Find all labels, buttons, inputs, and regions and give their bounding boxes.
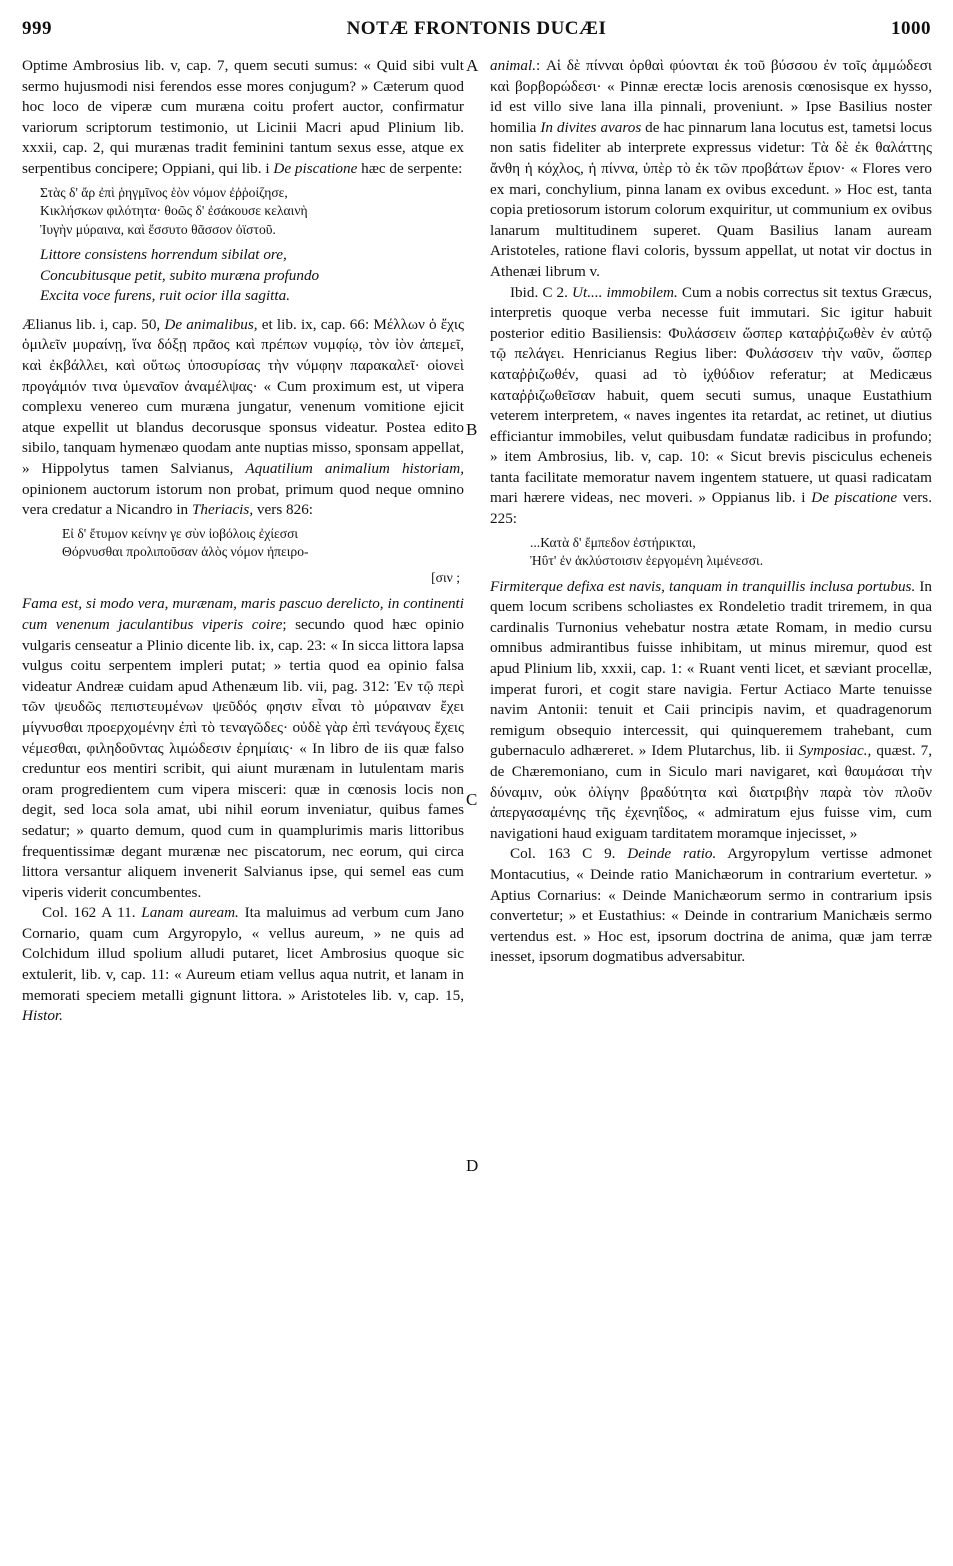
left-column — [22, 56, 464, 1027]
paragraph: animal.: Αἱ δὲ πίνναι ὀρθαὶ φύονται ἐκ τοῦ βύσσου ἐν τοῖς ἀμμώδεσι καὶ βορβορώδεσι· « Pinnæ erectæ locis arenosis cœnosisque ex hysso, id est villo sive lana illa pinnali, proveniunt. » Ipse Basilius noster homilia In divites avaros de hac pinnarum lana locutus est, tametsi locus non satis fideliter ab interprete expressus videtur: Τὰ δὲ ἐκ θαλάττης ἄνθη ἡ κόχλος, ἡ πίννα, ὑπὲρ τὸ ἐκ τῶν προβάτων ἔριον· « Flores vero ex mari, conchylium, pinna lanam ex ovibus excedunt. » Hoc est, tanta copia pretiosorum istorum colorum exquiritur, ut communium ex ovibus lanarum multitudinem superet. Quam Basilius lanam auream Aristoteles, ratione flavi coloris, byssum appellat, ut notat vir doctus in Athenæi librum v. — [490, 57, 932, 280]
page-number-right: 1000 — [891, 18, 931, 39]
margin-letter-d: D — [466, 1156, 479, 1175]
paragraph: Optime Ambrosius lib. v, cap. 7, quem secuti sumus: « Quid sibi vult sermo hujusmodi nisi ferendos esse mores conjugum? » Cæterum quod hoc loco de viperæ cum murænа coitu profert auctor, confirmatur variorum scriptorum testimonio, ut Licinii Macri apud Plinium lib. xxxii, cap. 2, qui murænas tradit feminini tantum sexus esse, atque ex serpentibus concipere; Oppiani, qui lib. i De piscatione hæc de serpente: — [22, 57, 464, 177]
greek-verse: Στὰς δ' ἄρ ἐπὶ ῥηγμῖνος ἑὸν νόμον ἐῤῥοίζησε, Κικλήσκων φιλότητα· θοῶς δ' ἐσάκουσε κελαινὴ Ἰυγὴν μύραινα, καὶ ἔσσυτο θᾶσσον ὀϊστοῦ. — [40, 184, 308, 237]
margin-letter-a: A — [466, 56, 479, 75]
page-number-left: 999 — [22, 18, 52, 39]
running-header — [22, 18, 931, 44]
paragraph: Ibid. C 2. Ut.... immobilem. Cum a nobis correctus sit textus Græcus, interpretis quoque verba necesse fuit immutari. Sic igitur habuit posterior editio Basiliensis: Φυλάσσειν ὥσπερ καταῤῥιζωθὲν ἐν αὐτῷ τῷ πελάγει. Henricianus Regius liber: Φυλάσσειν τὴν ναῦν, ὥσπερ καταῤῥιζωθέν, quasi ad τὸ ἰχθύδιον referatur; at Medicæus καταῤῥιζωθεῖσαν habuit, quem secuti sumus, unaque Eustathium veterem interpretem, « naves ingentes ita retardat, ac retinet, ut diutius efficiantur immobiles, velut quibusdam fundatæ radicibus in profundo; » item Ambrosius, lib. v, cap. 10: « Sicut brevis pisciculus echeneis tanta facilitate memoratur navem ingentem statuere, ut quasi radicatam mari hærere videas, nec moveri. » Oppianus lib. i De piscatione vers. 225: — [490, 283, 932, 528]
paragraph: Ælianus lib. i, cap. 50, De animalibus, et lib. ix, cap. 66: Μέλλων ὁ ἔχις ὁμιλεῖν μυραίνῃ, ἵνα δόξῃ πρᾶος καὶ πρέπων νυμφίῳ, τὸν ἰὸν ἀπεμεῖ, καὶ ἐκβάλλει, καὶ οὕτως ὑποσυρίσας τὴν νύμφην παρακαλεῖ· οἱονεὶ προγάμιόν τινα ὑμεναῖον ἀναμέλψας· « Cum proximum est, ut vipera complexu venereo cum murænа jungatur, venenum vomitione ejicit atque expellit ut blandus decorusque sponsus videatur. Postea edito sibilo, tanquam hymenæo quodam ante nuptias misso, sponsam appellat, » Hippolytus tamen Salvianus, Aquatilium animalium historiam, opinionem auctorum istorum non probat, primum quod neque omnino vera credatur a Nicandro in Theriacis, vers 826: — [22, 315, 465, 519]
latin-verse: Littore consistens horrendum sibilat ore, Concubitusque petit, subito murænа profundo Excita voce furens, ruit ocior illa sagitta. — [40, 246, 320, 305]
greek-verse: Εἰ δ' ἔτυμον κείνην γε σὺν ἰοβόλοις ἐχίεσσι Θόρνυσθαι προλιποῦσαν ἁλὸς νόμον ἠπειρο- — [62, 525, 309, 560]
verse-continuation: [σιν ; — [431, 569, 460, 585]
paragraph: Col. 163 C 9. Deinde ratio. Argyropylum vertisse admonet Montacutius, « Deinde ratio Manichæorum in contrarium evertetur. » Aptius Cornarius: « Deinde Manichæorum sermo in contrarium ipsis convertetur; » et Eustathius: « Deinde in contrarium Manichæis sermo vertendus est. » Hoc est, ipsorum doctrina de anima, quæ jam terræ inesset, ipsorum dogmatibus adversabitur. — [490, 845, 933, 966]
right-column — [490, 56, 932, 968]
paragraph: Col. 162 A 11. Lanam auream. Ita maluimus ad verbum cum Jano Cornario, quam cum Argyropylo, « vellus aureum, » ne quis ad Colchidum illud spolium alludi putaret, licet Ambrosius quoque sic extulerit, lib. v, cap. 11: « Aureum etiam vellus aqua nutrit, et lanam in memorati speciem metalli gignunt littora. » Aristoteles lib. v, cap. 15, Histor. — [22, 904, 465, 1025]
greek-verse: ...Κατὰ δ' ἔμπεδον ἐστήρικται, Ἠΰτ' ἐν ἀκλύστοισιν ἐεργομένη λιμένεσσι. — [530, 534, 764, 569]
paragraph: Firmiterque defixa est navis, tanquam in tranquillis inclusa portubus. In quem locum scribens scholiastes ex Rondeletio tradit triremem, in qua cardinalis Turnonius vehebatur nostra ætate Romam, in medio cursu omnibus admirantibus fuisse inhibitam, ut minus miremur, quod est apud Plinium lib, xxxii, cap. 1: « Ruant venti licet, et sæviant procellæ, imperat furori, et cogit stare navigia. Fertur Actiaco Marte tenuisse navim Antonii: tenuit et Caii principis navim, et quadragenorum remigum obsequio intercessit, qui quinqueremem trahebant, cum gubernaculo adhæreret. » Idem Plutarchus, lib. ii Symposiac., quæst. 7, de Chæremoniano, cum in Siculo mari navigaret, καὶ θαυμάσαι τὴν δύναμιν, οὐκ ὀλίγην βραδύτητα καὶ διατριβὴν παρὰ τὸν πλοῦν ἀπεργασαμένης τῆς ἐχενηΐδος, « admiratum ejus fuisse vim, cum navigationi haud exiguam tarditatem moramque injecisset, » — [490, 577, 933, 842]
running-title: NOTÆ FRONTONIS DUCÆI — [346, 18, 607, 39]
paragraph: Fama est, si modo vera, murænam, maris pascuo derelicto, in continenti cum venenum jaculantibus viperis coire; secundo quod hæc opinio vulgaris censeatur a Plinio dicente lib. ix, cap. 23: « In sicca littora lapsa vulgus coitu serpentem impleri putat; » tertia quod ea opinio falsa videatur Andreæ cuidam apud Athenæum lib. vii, pag. 312: Ἐν τῷ περὶ τῶν ψευδῶς πεπιστευμένων ψεῦδός φησιν εἶναι τὸ μύραιναν ἔχει μίγνυσθαι προερχομένην ἐπὶ τὸ τεναγῶδες· οὐδὲ γὰρ ἐπὶ τενάγους ἔχεις νέμεσθαι, φιληδοῦντας λιμώδεσιν ἐρημίαις· « In libro de iis quæ falso creduntur eos mentiri scribit, qui aiunt murænam in lutulentam maris oram progredientem cum vipera misceri: quæ in cœnosis locis non degit, sed loca sola amat, ubi nihil eorum inveniatur, quibus fames sedatur; » quarto demum, quod cum in quamplurimis maris littoribus frequentissimæ degant murænæ nec piscatorum, nec eorum, qui circa littora versantur aliquem invenerit Salvianus ipse, qui semel eas cum viperis viderit concumbentes. — [22, 595, 465, 901]
margin-letter-c: C — [466, 790, 478, 809]
margin-letter-b: B — [466, 420, 478, 439]
